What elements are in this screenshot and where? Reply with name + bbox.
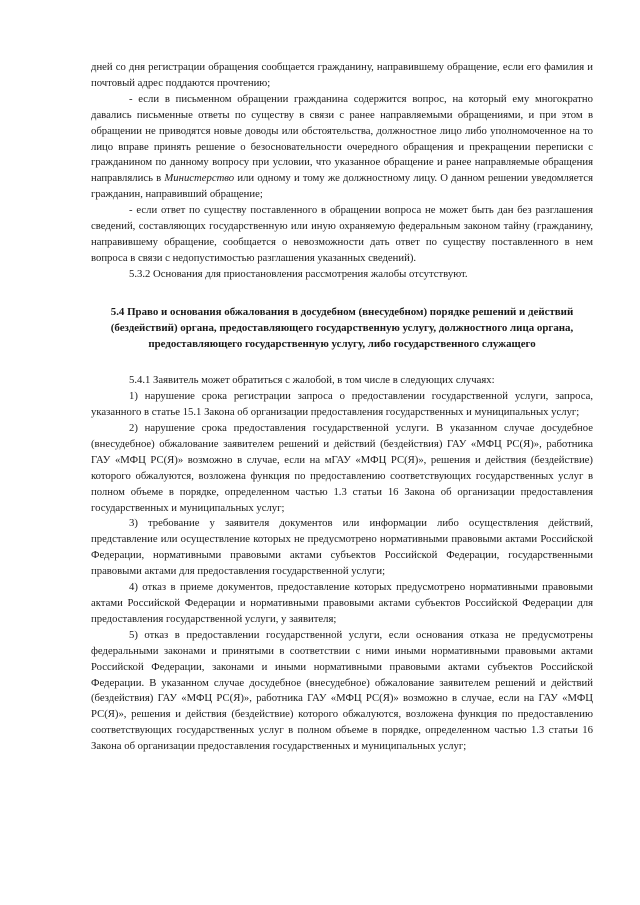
- paragraph-repeated-appeal-tail: или одному и тому же должностному лицу. О данном решении уведомляется гражданин, направивший обращение;: [91, 172, 593, 201]
- list-item-2: 2) нарушение срока предоставления государственной услуги. В указанном случае досудебное (внесудебное) обжалование заявителем решений и действий (бездействия) ГАУ «МФЦ РС(Я)», работника ГАУ «МФЦ РС(Я)» возможно в случае, если на мГАУ «МФЦ РС(Я)», решения и действия (бездействие) которого обжалуются, возложена функция по предоставлению соответствующих государственных услуг в полном объеме в порядке, определенном частью 1.3 статьи 16 Закона об организации предоставления государственных и муниципальных услуг;: [91, 422, 593, 514]
- list-item-1: 1) нарушение срока регистрации запроса о предоставлении государственной услуги, запроса, указанного в статье 15.1 Закона об организации предоставления государственных и муниципальных услуг;: [91, 390, 593, 419]
- ministry-italic: Министерство: [164, 172, 235, 185]
- paragraph-5-4-1: 5.4.1 Заявитель может обратиться с жалобой, в том числе в следующих случаях:: [129, 374, 495, 387]
- section-heading-5-4: 5.4 Право и основания обжалования в досудебном (внесудебном) порядке решений и действий (бездействий) органа, предоставляющего государственную услугу, должностного лица органа, предоставляющего государственную услугу, либо государственного служащего: [110, 305, 574, 351]
- paragraph-repeated-appeal-text: - если в письменном обращении гражданина содержится вопрос, на который ему многократно давались письменные ответы по существу в связи с ранее направляемыми обращениями, и при этом в обращении не приводятся новые доводы или обстоятельства, должностное лицо либо уполномоченное на то лицо вправе принять решение о безосновательности очередного обращения и прекращении переписки с гражданином по данному вопросу при условии, что указанное обращение и ранее направляемые обращения направлялись в: [91, 92, 593, 185]
- paragraph-state-secret: - если ответ по существу поставленного в обращении вопроса не может быть дан без разглашения сведений, составляющих государственную или иную охраняемую федеральным законом тайну (гражданину, направившему обращение, сообщается о невозможности дать ответ по существу поставленного в нем вопроса в связи с недопустимостью разглашения указанных сведений).: [91, 204, 593, 264]
- document-page: [91, 60, 593, 755]
- paragraph-repeated-appeal: [91, 92, 593, 203]
- list-item-3: 3) требование у заявителя документов или информации либо осуществления действий, представление или осуществление которых не предусмотрено нормативными правовыми актами Российской Федерации, нормативными правовыми актами субъектов Российской Федерации, государственными правовыми актами для предоставления государственной услуги;: [91, 517, 593, 578]
- list-item-4: 4) отказ в приеме документов, предоставление которых предусмотрено нормативными правовыми актами Российской Федерации и нормативными правовыми актами субъектов Российской Федерации для предоставления государственной услуги, у заявителя;: [91, 581, 593, 625]
- paragraph-continuation: дней со дня регистрации обращения сообщается гражданину, направившему обращение, если его фамилия и почтовый адрес поддаются прочтению;: [91, 61, 593, 89]
- list-item-5: 5) отказ в предоставлении государственной услуги, если основания отказа не предусмотрены федеральными законами и принятыми в соответствии с ними иными нормативными правовыми актами Российской Федерации, законами и иными нормативными правовыми актами субъектов Российской Федерации. В указанном случае досудебное (внесудебное) обжалование заявителем решений и действий (бездействия) ГАУ «МФЦ РС(Я)», работника ГАУ «МФЦ РС(Я)» возможно в случае, если на ГАУ «МФЦ РС(Я)», решения и действия (бездействие) которого обжалуются, возложена функция по предоставлению соответствующих государственных услуг в полном объеме в порядке, определенном частью 1.3 статьи 16 Закона об организации предоставления государственных и муниципальных услуг;: [91, 628, 593, 753]
- paragraph-5-3-2: 5.3.2 Основания для приостановления рассмотрения жалобы отсутствуют.: [129, 267, 468, 280]
